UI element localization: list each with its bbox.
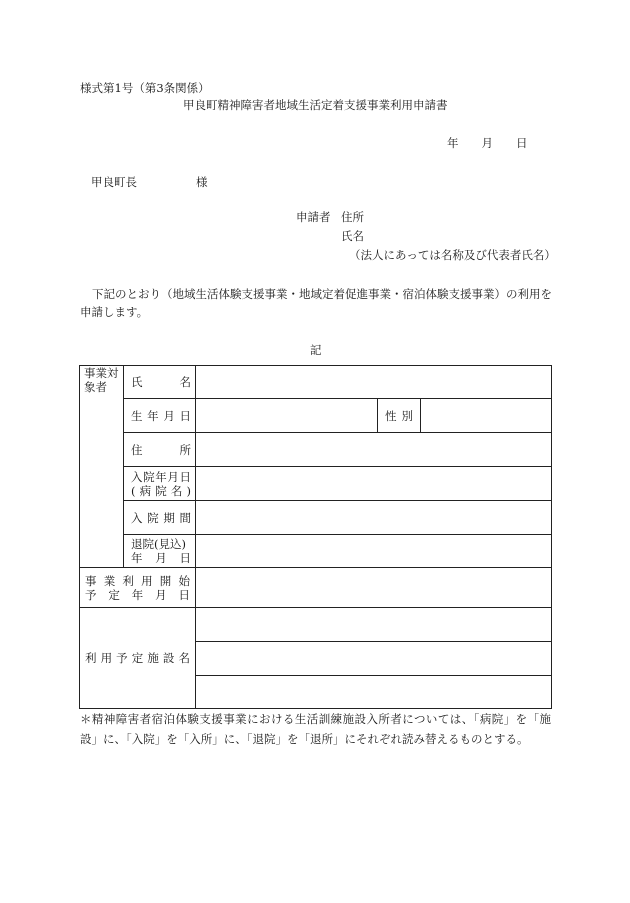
admission-period-value-cell [196, 501, 552, 535]
date-line: 年 月 日 [447, 136, 528, 150]
admission-value-cell [196, 467, 552, 501]
admission-label-cell [124, 467, 196, 501]
facility-label: 利用予定施設名 [85, 651, 190, 665]
hospital-name-label: (病院名) [131, 483, 191, 498]
discharge-date-label: 年月日 [131, 551, 191, 565]
footnote-line: 設」に、「入院」を「入所」に、「退院」を「退所」にそれぞれ読み替えるものとする。 [80, 732, 529, 746]
addressee-name: 甲良町長 [91, 175, 137, 189]
gender-value-cell [421, 399, 552, 433]
birthdate-label: 生年月日 [131, 408, 191, 423]
admission-date-label: 入院年月日 [131, 469, 191, 484]
applicant-name-label: 氏名 [341, 229, 364, 243]
admission-period-label: 入院期間 [131, 510, 191, 525]
discharge-value-cell [196, 535, 552, 568]
applicant-label: 申請者 [296, 210, 331, 224]
addressee-honorific: 様 [196, 175, 208, 189]
ki-heading: 記 [310, 343, 322, 357]
start-date-label: 予定年月日 [85, 587, 190, 602]
form-title: 甲良町精神障害者地域生活定着支援事業利用申請書 [183, 98, 448, 112]
start-date-label: 事業利用開始 [85, 573, 190, 588]
subject-heading: 事業対象者 [84, 366, 119, 394]
start-date-label-cell [80, 568, 196, 608]
name-label-cell [124, 366, 196, 399]
subject-heading-cell [80, 366, 124, 568]
address-label-cell [124, 433, 196, 467]
address-value-cell [196, 433, 552, 467]
facility-value-cell [196, 676, 552, 709]
address-label: 住所 [131, 442, 191, 457]
name-label: 氏名 [131, 375, 191, 389]
birthdate-label-cell [124, 399, 196, 433]
gender-label-cell [378, 399, 421, 433]
discharge-label-cell [124, 535, 196, 568]
form-number: 様式第1号（第3条関係） [80, 81, 210, 95]
gender-label: 性別 [385, 408, 413, 423]
admission-period-label-cell [124, 501, 196, 535]
request-text-line: 申請します。 [80, 305, 149, 319]
discharge-label: 退院(見込) [131, 537, 186, 551]
request-text-line: 下記のとおり（地域生活体験支援事業・地域定着促進事業・宿泊体験支援事業）の利用を [92, 287, 552, 301]
facility-value-cell [196, 642, 552, 676]
application-details-table [79, 365, 552, 709]
birthdate-value-cell [196, 399, 378, 433]
facility-label-cell [80, 608, 196, 709]
footnote-line: ＊精神障害者宿泊体験支援事業における生活訓練施設入所者については、「病院」を「施 [80, 712, 551, 726]
start-date-value-cell [196, 568, 552, 608]
applicant-address-label: 住所 [341, 210, 364, 224]
corporate-note: （法人にあっては名称及び代表者氏名） [349, 248, 556, 262]
name-value-cell [196, 366, 552, 399]
facility-value-cell [196, 608, 552, 642]
